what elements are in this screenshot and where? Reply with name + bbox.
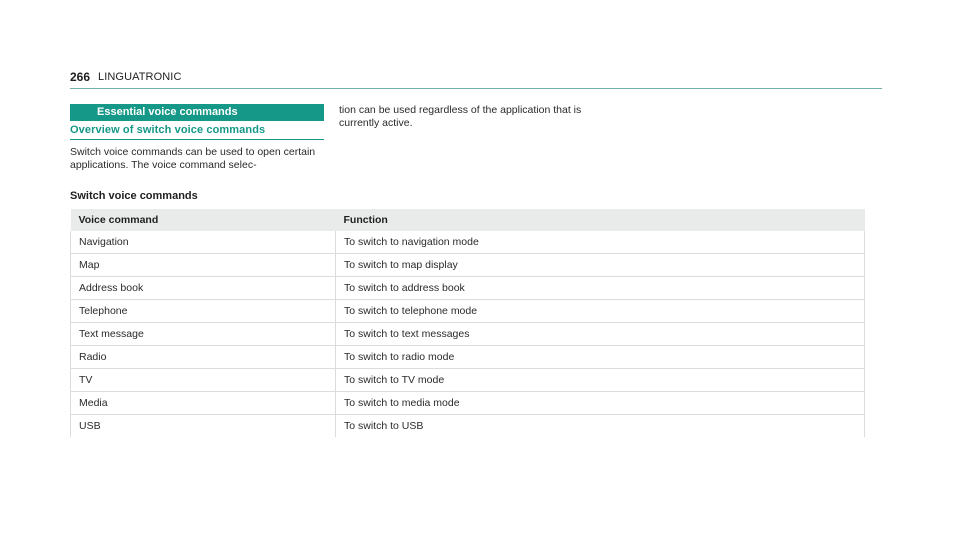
voice-command-cell: Address book: [71, 277, 336, 300]
page-number: 266: [70, 70, 91, 84]
subsection-divider: [70, 139, 324, 140]
function-cell: To switch to text messages: [336, 323, 865, 346]
column-header-function: Function: [336, 209, 865, 231]
function-cell: To switch to address book: [336, 277, 865, 300]
header-divider: [70, 88, 882, 89]
function-cell: To switch to USB: [336, 415, 865, 438]
function-cell: To switch to radio mode: [336, 346, 865, 369]
function-cell: To switch to navigation mode: [336, 231, 865, 254]
page-header: [70, 70, 882, 88]
table-row: [71, 369, 865, 392]
voice-command-cell: USB: [71, 415, 336, 438]
voice-command-cell: Radio: [71, 346, 336, 369]
function-cell: To switch to TV mode: [336, 369, 865, 392]
column-header-voice-command: Voice command: [71, 209, 336, 231]
subsection-title: Overview of switch voice commands: [70, 124, 266, 136]
table-row: [71, 300, 865, 323]
voice-command-cell: TV: [71, 369, 336, 392]
table-row: [71, 277, 865, 300]
table-row: [71, 346, 865, 369]
table-row: [71, 254, 865, 277]
table-row: [71, 231, 865, 254]
table-row: [71, 323, 865, 346]
section-title: Essential voice commands: [70, 104, 324, 121]
voice-command-cell: Text message: [71, 323, 336, 346]
intro-paragraph-right: tion can be used regardless of the application that is currently active.: [339, 104, 582, 129]
voice-command-cell: Map: [71, 254, 336, 277]
table-row: [71, 392, 865, 415]
voice-command-cell: Navigation: [71, 231, 336, 254]
table-header-row: [71, 209, 865, 231]
table-title: Switch voice commands: [70, 190, 198, 202]
voice-command-cell: Telephone: [71, 300, 336, 323]
table-row: [71, 415, 865, 438]
function-cell: To switch to media mode: [336, 392, 865, 415]
voice-commands-table: [70, 209, 865, 437]
intro-paragraph-left: Switch voice commands can be used to open certain applications. The voice command selec-: [70, 146, 316, 171]
function-cell: To switch to map display: [336, 254, 865, 277]
function-cell: To switch to telephone mode: [336, 300, 865, 323]
chapter-title: LINGUATRONIC: [98, 71, 182, 83]
voice-command-cell: Media: [71, 392, 336, 415]
